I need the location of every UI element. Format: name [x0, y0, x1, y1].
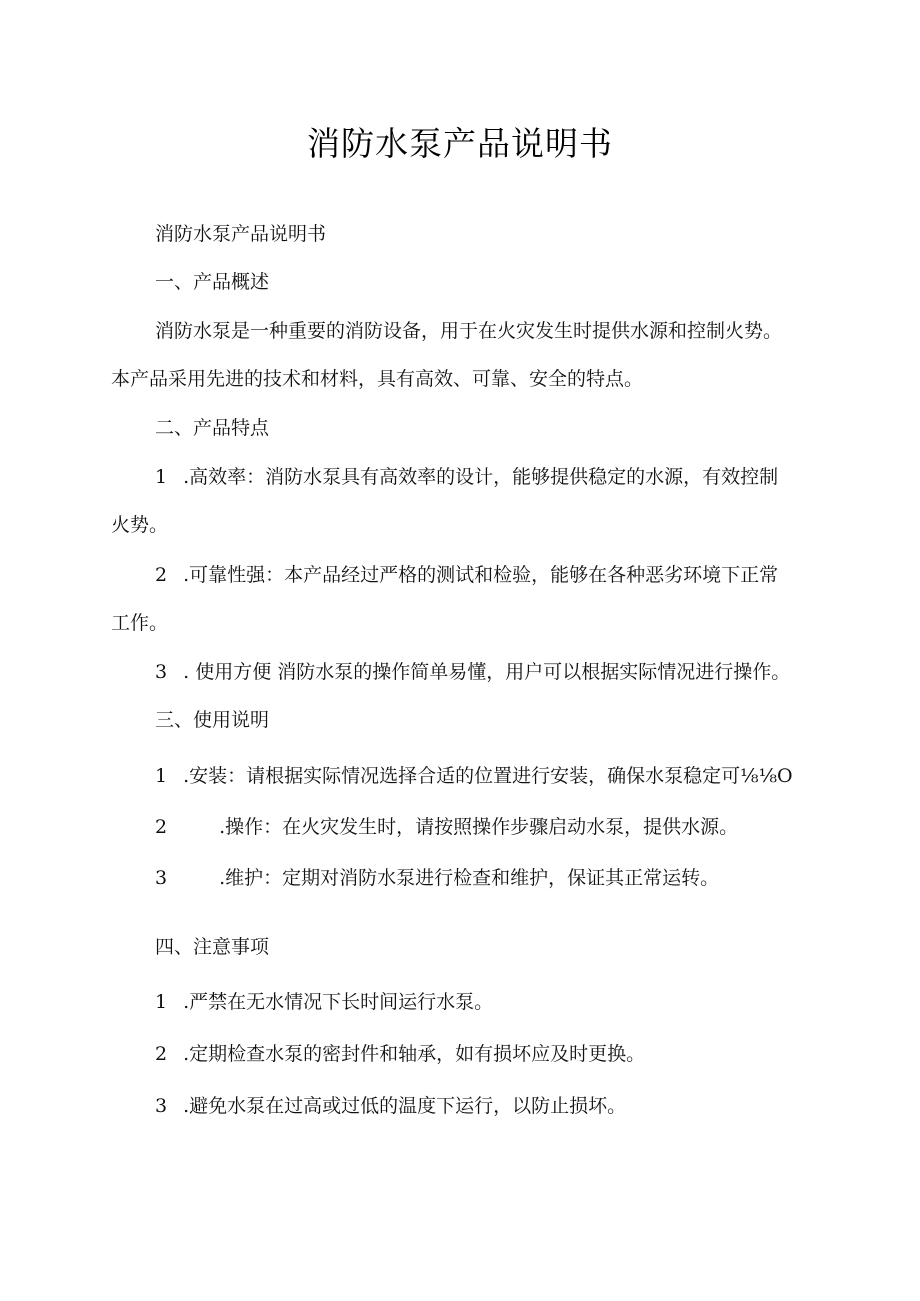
feature-item-1-number: 1	[155, 466, 168, 488]
usage-item-1-number: 1	[155, 765, 168, 787]
feature-item-1-continuation: 火势。	[111, 514, 169, 536]
section-heading-overview: 一、产品概述	[155, 271, 270, 293]
feature-item-1-text: .高效率：消防水泵具有高效率的设计，能够提供稳定的水源，有效控制	[183, 466, 779, 488]
feature-item-3-text: . 使用方便 消防水泵的操作简单易懂，用户可以根据实际情况进行操作。	[183, 661, 791, 683]
notes-item-2	[155, 1042, 645, 1066]
page-title: 消防水泵产品说明书	[307, 124, 613, 163]
feature-item-1	[155, 465, 778, 489]
notes-item-3-number: 3	[155, 1095, 168, 1117]
notes-item-1	[155, 990, 493, 1014]
document-subtitle: 消防水泵产品说明书	[155, 223, 327, 245]
section-heading-features: 二、产品特点	[155, 417, 270, 439]
usage-item-2-text: .操作：在火灾发生时，请按照操作步骤启动水泵，提供水源。	[219, 816, 739, 838]
overview-paragraph-line-1: 消防水泵是一种重要的消防设备，用于在火灾发生时提供水源和控制火势。	[155, 320, 783, 342]
feature-item-3	[155, 660, 790, 684]
feature-item-2	[155, 563, 778, 587]
usage-item-3	[155, 866, 719, 890]
notes-item-1-text: .严禁在无水情况下长时间运行水泵。	[183, 991, 494, 1013]
usage-item-2	[155, 815, 738, 839]
notes-item-1-number: 1	[155, 991, 168, 1013]
section-heading-notes: 四、注意事项	[155, 936, 270, 958]
feature-item-2-number: 2	[155, 564, 168, 586]
usage-item-3-text: .维护：定期对消防水泵进行检查和维护，保证其正常运转。	[219, 867, 720, 889]
usage-item-1	[155, 764, 793, 788]
feature-item-2-text: .可靠性强：本产品经过严格的测试和检验，能够在各种恶劣环境下正常	[183, 564, 779, 586]
section-heading-usage: 三、使用说明	[155, 709, 270, 731]
usage-item-3-number: 3	[155, 867, 168, 889]
feature-item-2-continuation: 工作。	[111, 612, 169, 634]
usage-item-1-text: .安装：请根据实际情况选择合适的位置进行安装，确保水泵稳定可⅛⅛O	[183, 765, 793, 787]
notes-item-2-number: 2	[155, 1043, 168, 1065]
notes-item-2-text: .定期检查水泵的密封件和轴承，如有损坏应及时更换。	[183, 1043, 646, 1065]
feature-item-3-number: 3	[155, 661, 168, 683]
overview-paragraph-line-2: 本产品采用先进的技术和材料，具有高效、可靠、安全的特点。	[111, 368, 644, 390]
notes-item-3-text: .避免水泵在过高或过低的温度下运行，以防止损坏。	[183, 1095, 627, 1117]
usage-item-2-number: 2	[155, 816, 168, 838]
notes-item-3	[155, 1094, 626, 1118]
